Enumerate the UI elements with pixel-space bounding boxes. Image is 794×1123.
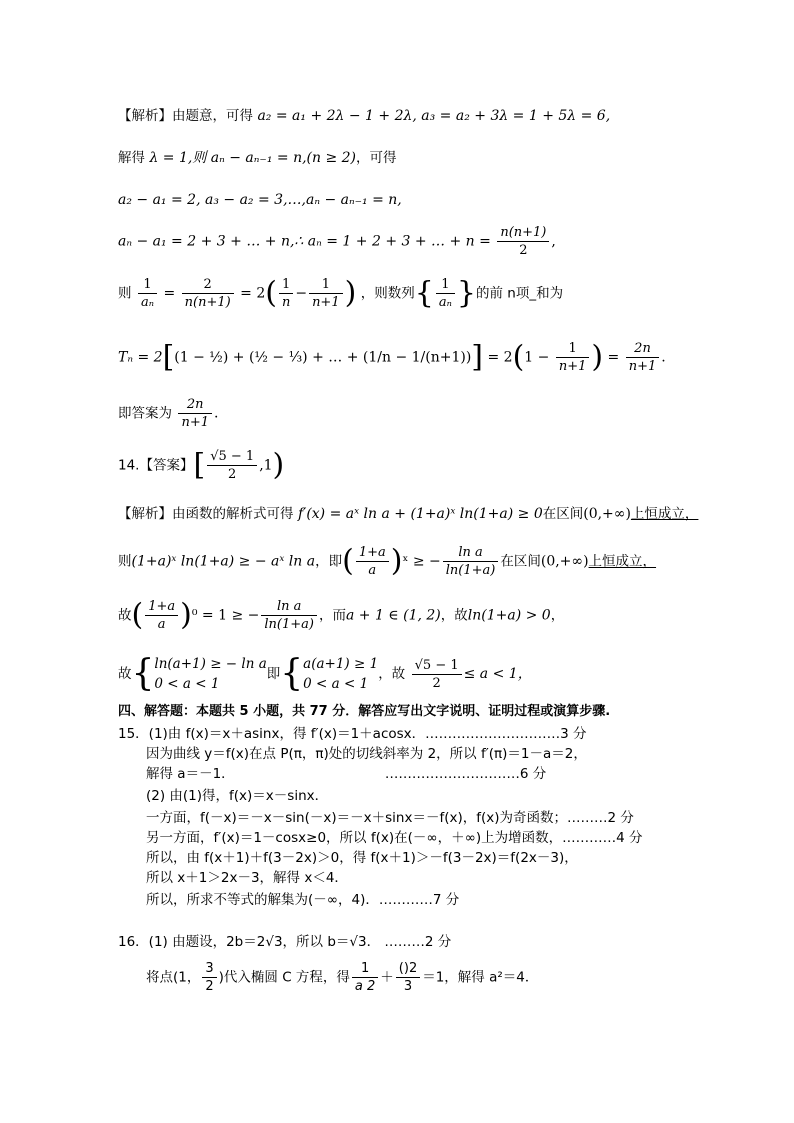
p15-line-8: 所以 x＋1＞2x－3，解得 x＜4． xyxy=(146,870,348,886)
p16-line-2: 将点(1， $\frac{3}{2}$ )代入椭圆 C 方程，得 $\frac{1}{a 2}$ ＋ $\frac{()2}{3}$ ＝1，解得 a²＝4． xyxy=(146,961,539,994)
p13-line-2: 解得 λ = 1,则 aₙ − aₙ₋₁ = n,(n ≥ 2)，可得 xyxy=(118,150,397,166)
p15-line-7: 所以，由 f(x＋1)＋f(3－2x)＞0，得 f(x＋1)＞－f(3－2x)＝f(2x－3)， xyxy=(146,850,578,866)
fraction: $\frac{n(n+1)}{2}$ xyxy=(497,224,549,259)
p14-analysis-line-2: 则(1+a)ˣ ln(1+a) ≥ − aˣ ln a，即( $\frac{1+a}{a}$ )ˣ ≥ − $\frac{\text{ln a}}{\ln(1+a)}$ 在区间(0,+∞)上恒成立， xyxy=(118,543,657,579)
p13-line-6: Tₙ = 2[(1 − ½) + (½ − ⅓) + … + (1/n − 1/(n+1))] = 2(1 − $\frac{1}{n+1}$ ) = $\frac{2n}{n+1}$ . xyxy=(118,339,666,375)
p13-line-7: 即答案为 $\frac{2n}{n+1}$ . xyxy=(118,397,219,430)
p15-line-6: 另一方面，f′(x)＝1－cosx≥0，所以 f(x)在(－∞，＋∞)上为增函数，…………4 分 xyxy=(146,830,643,846)
p16-line-1: 16．(1) 由题设，2b＝2√3，所以 b＝√3． ………2 分 xyxy=(118,934,452,950)
p13-line-4: aₙ − a₁ = 2 + 3 + … + n,∴ aₙ = 1 + 2 + 3 + … + n = $\frac{n(n+1)}{2}$ , xyxy=(118,225,556,258)
p15-line-2: 因为曲线 y＝f(x)在点 P(π，π)处的切线斜率为 2，所以 f′(π)＝1－a＝2， xyxy=(146,746,587,762)
section-heading: 四、解答题：本题共 5 小题，共 77 分．解答应写出文字说明、证明过程或演算步骤. xyxy=(118,704,611,719)
p15-line-3: 解得 a＝－1． …………………………6 分 xyxy=(146,766,547,782)
p15-line-9: 所以，所求不等式的解集为(－∞，4)．…………7 分 xyxy=(146,892,460,908)
p13-line-3: a₂ − a₁ = 2, a₃ − a₂ = 3,…,aₙ − aₙ₋₁ = n, xyxy=(118,192,402,208)
p14-answer: 14.【答案】[ $\frac{√5 - 1}{2}$ ,1) xyxy=(118,447,285,483)
p15-line-5: 一方面，f(－x)＝－x－sin(－x)＝－x＋sinx＝－f(x)，f(x)为奇函数；………2 分 xyxy=(146,810,634,826)
p15-line-4: (2) 由(1)得，f(x)＝x－sinx． xyxy=(146,788,329,804)
p13-line-5: 则 $\frac{1}{\text{aₙ}}$ = $\frac{2}{n(n+1)}$ = 2( $\frac{1}{n}$ − $\frac{1}{n+1}$ ) ，则数列{ $\frac{1}{\text{aₙ}}$ }的前 n项_和为 xyxy=(118,275,564,311)
p14-analysis-line-1: 【解析】由函数的解析式可得 f′(x) = aˣ ln a + (1+a)ˣ ln(1+a) ≥ 0在区间(0,+∞)上恒成立， xyxy=(118,506,699,522)
p14-analysis-line-4: 故{ ln(a+1) ≥ − ln a 0 < a < 1 即{ a(a+1) ≥ 1 0 < a < 1 ，故 $\frac{√5 - 1}{2}$ ≤ a < 1， xyxy=(118,653,532,694)
p13-line-1: 【解析】由题意，可得 a₂ = a₁ + 2λ − 1 + 2λ, a₃ = a₂ + 3λ = 1 + 5λ = 6, xyxy=(118,108,611,124)
p15-line-1: 15．(1)由 f(x)＝x＋asinx，得 f′(x)＝1＋acosx．…………………………3 分 xyxy=(118,726,587,742)
p14-analysis-line-3: 故( $\frac{1+a}{a}$ )⁰ = 1 ≥ − $\frac{\text{ln a}}{\ln(1+a)}$ ，而a + 1 ∈ (1, 2)，故ln(1+a) > 0， xyxy=(118,597,565,633)
